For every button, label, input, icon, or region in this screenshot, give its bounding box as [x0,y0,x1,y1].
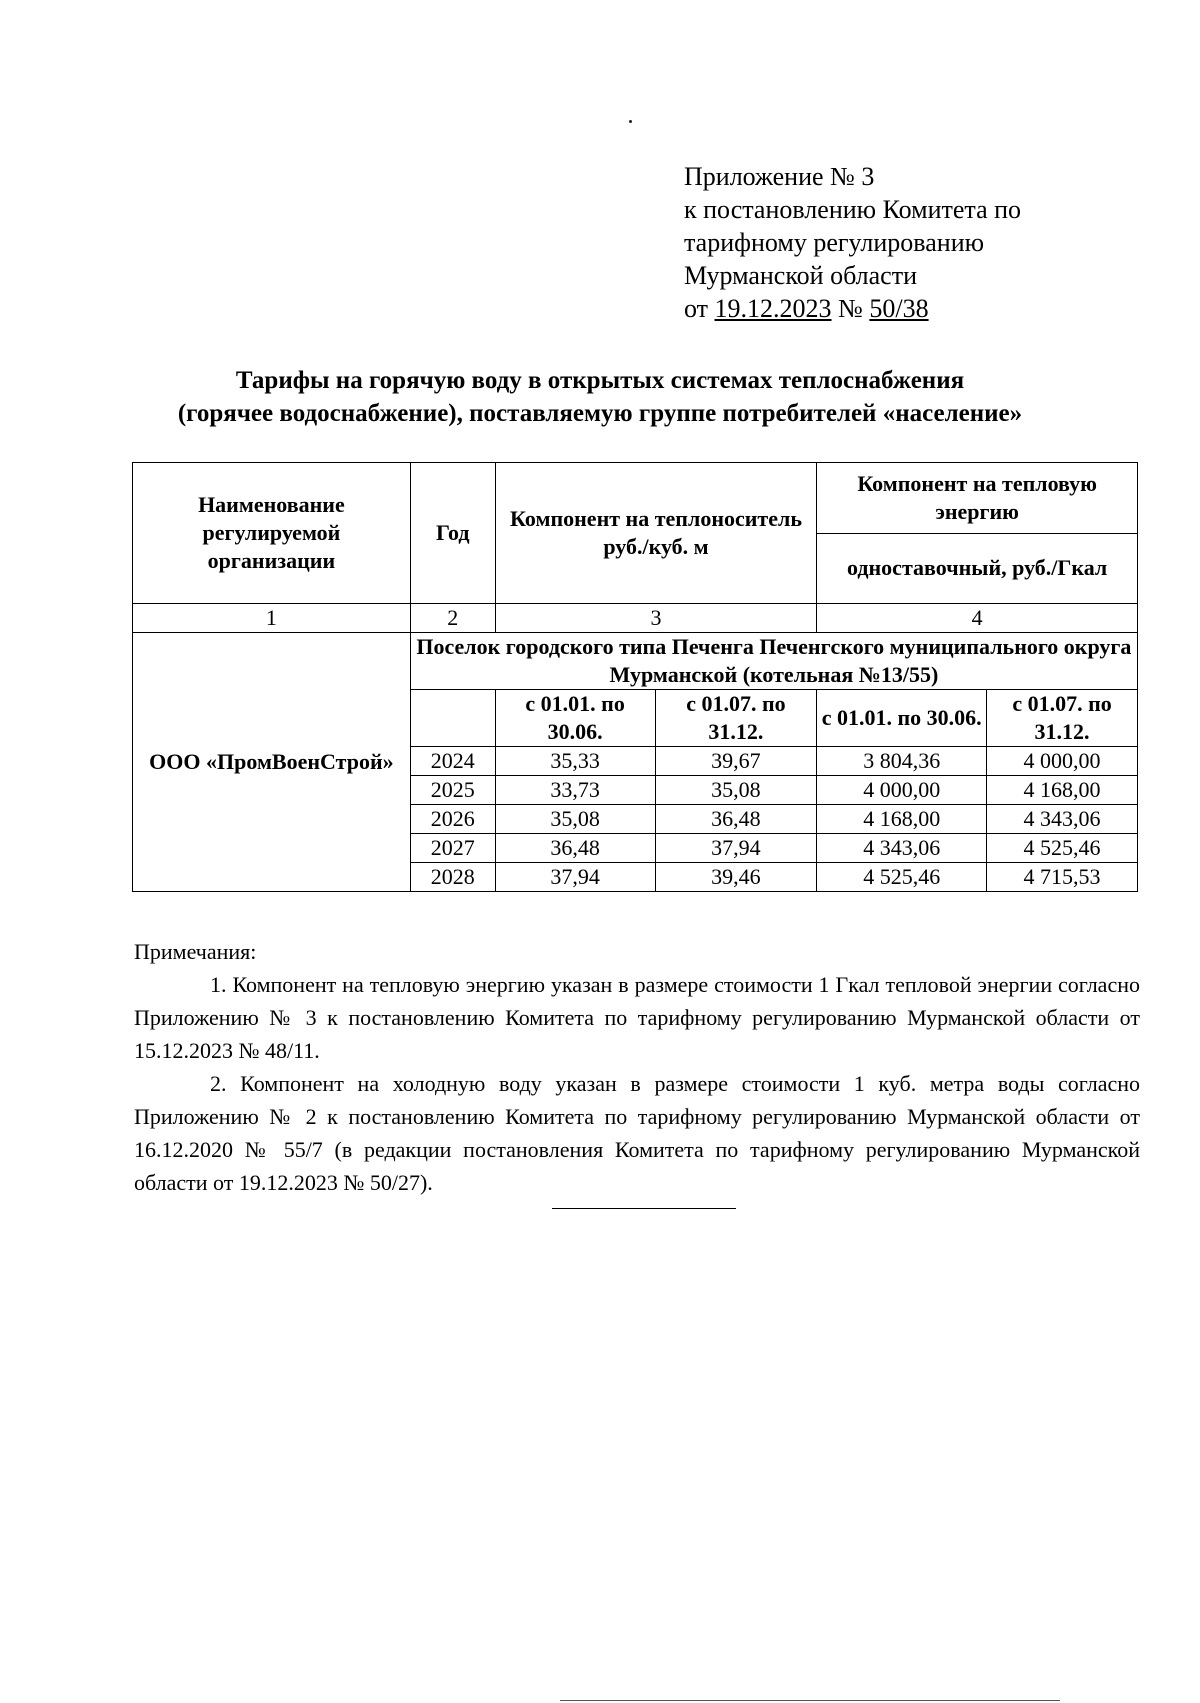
coolant-h1: 33,73 [495,776,655,805]
header-org: Наименование регулируемой организации [133,463,411,604]
coolant-h2: 39,67 [655,747,817,776]
column-number: 4 [817,604,1138,633]
attachment-block [684,160,1021,325]
period-empty [410,690,495,747]
attachment-date: 19.12.2023 [714,294,832,323]
number-prefix: № [831,294,870,323]
coolant-h2: 36,48 [655,805,817,834]
column-number: 3 [495,604,817,633]
attachment-line-4: Мурманской области [684,261,917,290]
title-line-2: (горячее водоснабжение), поставляемую группе потребителей «население» [177,400,1023,427]
period-cell: с 01.07. по 31.12. [655,690,817,747]
coolant-h1: 37,94 [495,863,655,892]
header-row-1 [133,463,1138,534]
year-cell: 2024 [410,747,495,776]
coolant-h2: 37,94 [655,834,817,863]
thermal-h1: 4 168,00 [817,805,987,834]
organization-name: ООО «ПромВоенСтрой» [133,633,411,892]
note-2: 2. Компонент на холодную воду указан в размере стоимости 1 куб. метра воды согласно Приложению № 2 к постановлению Комитета по тарифному регулированию Мурманской области от 16.12.2020 № 55/7 (в редакции постановления Комитета по тарифному регулированию Мурманской области от 19.12.2023 № 50/27). [134,1071,1140,1195]
thermal-h2: 4 000,00 [987,747,1138,776]
attachment-number: 50/38 [869,294,929,323]
thermal-h1: 3 804,36 [817,747,987,776]
coolant-h2: 39,46 [655,863,817,892]
coolant-h1: 35,33 [495,747,655,776]
attachment-line-1: Приложение № 3 [684,162,875,191]
notes-heading: Примечания: [134,939,257,964]
thermal-h2: 4 525,46 [987,834,1138,863]
coolant-h1: 36,48 [495,834,655,863]
coolant-h1: 35,08 [495,805,655,834]
period-cell: с 01.01. по 30.06. [817,690,987,747]
note-1: 1. Компонент на тепловую энергию указан в размере стоимости 1 Гкал тепловой энергии согласно Приложению № 3 к постановлению Комитета по тарифному регулированию Мурманской области от 15.12.2023 № 48/11. [134,972,1140,1063]
thermal-h2: 4 343,06 [987,805,1138,834]
column-number: 2 [410,604,495,633]
year-cell: 2025 [410,776,495,805]
year-cell: 2027 [410,834,495,863]
attachment-line-3: тарифному регулированию [684,228,985,257]
section-title: Поселок городского типа Печенга Печенгского муниципального округа Мурманской (котельная №13/55) [410,633,1137,690]
thermal-h2: 4 168,00 [987,776,1138,805]
header-thermal-sub: одноставочный, руб./Гкал [817,533,1138,604]
period-cell: с 01.01. по 30.06. [495,690,655,747]
closing-rule [552,1208,736,1209]
year-cell: 2026 [410,805,495,834]
column-number-row [133,604,1138,633]
period-cell: с 01.07. по 31.12. [987,690,1138,747]
thermal-h2: 4 715,53 [987,863,1138,892]
header-year: Год [410,463,495,604]
scan-dot [629,120,632,123]
section-row [133,633,1138,690]
date-prefix: от [684,294,715,323]
header-coolant: Компонент на теплоноситель руб./куб. м [495,463,817,604]
thermal-h1: 4 525,46 [817,863,987,892]
attachment-date-line [684,292,1021,325]
thermal-h1: 4 000,00 [817,776,987,805]
attachment-line-2: к постановлению Комитета по [684,195,1022,224]
column-number: 1 [133,604,411,633]
year-cell: 2028 [410,863,495,892]
thermal-h1: 4 343,06 [817,834,987,863]
header-thermal: Компонент на тепловую энергию [817,463,1138,534]
tariff-table [132,462,1138,892]
coolant-h2: 35,08 [655,776,817,805]
document-title [120,364,1080,430]
notes-block [134,935,1140,1199]
scan-edge-line [560,1700,1060,1701]
title-line-1: Тарифы на горячую воду в открытых системах теплоснабжения [235,367,965,394]
